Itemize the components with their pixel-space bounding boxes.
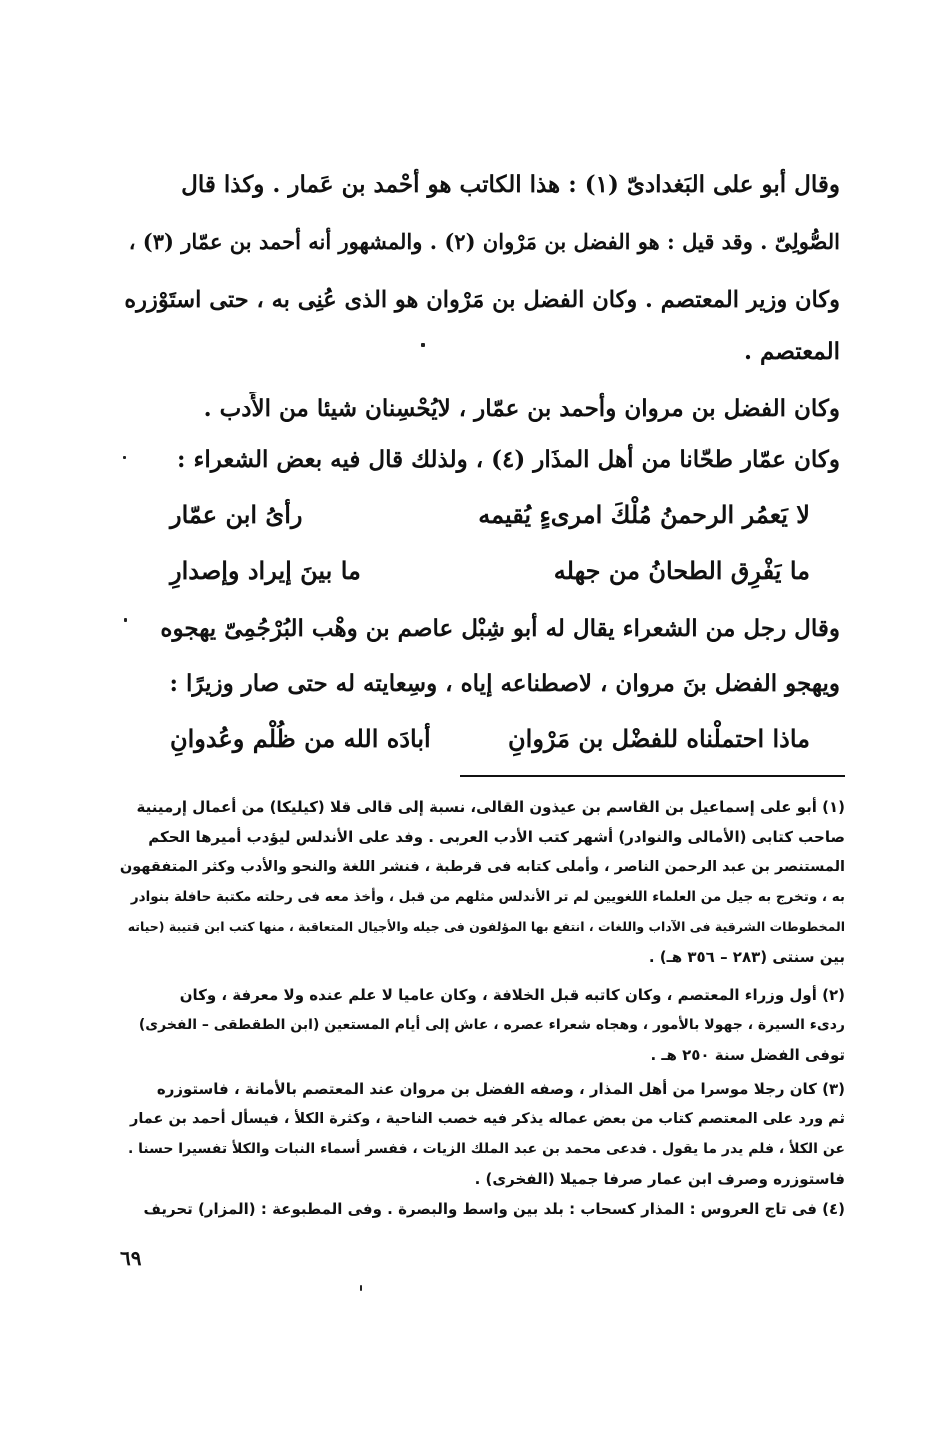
- verse-1-second-hemistich: رأىُ ابن عمّار: [170, 500, 303, 529]
- body-line-1: وقال أبو على البَغدادىّ (١) : هذا الكاتب هو أحْمد بن عَمار . وكذا قال: [181, 171, 840, 198]
- body-line-4: المعتصم .: [744, 338, 840, 365]
- footnote-4-line-1: (٤) فى تاج العروس : المذار كسحاب : بلد بين واسط والبصرة . وفى المطبوعة : (المزار) تحريف: [143, 1200, 845, 1218]
- verse-2: [170, 556, 810, 596]
- scan-speck: [123, 456, 126, 459]
- footnote-1-line-4: به ، وتخرج به جيل من العلماء اللغويين لم تر الأندلس مثلهم من قبل ، وأخذ معه فى رحلته مكتبة حافلة بنوادر: [130, 889, 845, 905]
- footnote-2-line-1: (٢) أول وزراء المعتصم ، وكان كاتبه قبل الخلافة ، وكان عاميا لا علم عنده ولا معرفة ، وكان: [179, 986, 845, 1004]
- footnote-2-line-2: ردىء السيرة ، جهولا بالأمور ، وهجاه شعراء عصره ، عاش إلى أيام المستعين (ابن الطقطقى – الفخرى): [138, 1017, 845, 1033]
- footnote-1-line-1: (١) أبو على إسماعيل بن القاسم بن عيذون القالى، نسبة إلى قالى قلا (كيليكا) من أعمال إرمينية: [136, 798, 845, 816]
- body-line-7: وقال رجل من الشعراء يقال له أبو شِبْل عاصم بن وهْب البُرْجُمِىّ يهجوه: [160, 615, 840, 642]
- verse-3-second-hemistich: أبادَه الله من ظُلْم وعُدوانِ: [170, 724, 431, 753]
- verse-1: [170, 500, 810, 540]
- footnote-3-line-1: (٣) كان رجلا موسرا من أهل المذار ، وصفه الفضل بن مروان عند المعتصم بالأمانة ، فاستوزره: [156, 1080, 845, 1098]
- body-line-3: وكان وزير المعتصم . وكان الفضل بن مَرْوان هو الذى عُنِى به ، حتى استَوْزره: [124, 287, 840, 313]
- body-line-8: ويهجو الفضل بنَ مروان ، لاصطناعه إياه ، وسِعايته له حتى صار وزيرًا :: [169, 670, 840, 697]
- footnote-1-line-6: بين سنتى (٢٨٣ – ٣٥٦ هـ) .: [648, 948, 845, 966]
- footnote-3-line-3: عن الكلأ ، فلم يدر ما يقول . فدعى محمد بن عبد الملك الزيات ، ففسر أسماء النبات والكلأ تفسيرا حسنا .: [127, 1141, 845, 1157]
- body-line-2: الصُّولِىّ . وقد قيل : هو الفضل بن مَرْوان (٢) . والمشهور أنه أحمد بن عمّار (٣) ،: [128, 229, 840, 254]
- verse-2-second-hemistich: ما بينَ إيراد وإصدارِ: [170, 556, 361, 585]
- footnote-1-line-5: المخطوطات الشرقية فى الآداب واللغات ، انتفع بها المؤلفون فى جيله والأجيال المتعاقبة ، منها كتب ابن قتيبة (حياته: [127, 919, 845, 934]
- body-line-6: وكان عمّار طحّانا من أهل المذَار (٤) ، ولذلك قال فيه بعض الشعراء :: [177, 446, 840, 473]
- scan-speck: [124, 618, 127, 622]
- footnote-separator: [460, 775, 845, 777]
- body-line-5: وكان الفضل بن مروان وأحمد بن عمّار ، لايُحْسِنان شيئا من الأَدب .: [203, 395, 840, 422]
- scan-speck: [421, 343, 425, 347]
- footnote-3-line-2: ثم ورد على المعتصم كتاب من بعض عماله يذكر فيه خصب الناحية ، وكثرة الكلأ ، فيسأل أحمد بن عمار: [130, 1111, 845, 1127]
- verse-1-first-hemistich: لا يَعمُر الرحمنُ مُلْكَ امرىءٍ يُقيمه: [478, 500, 810, 529]
- verse-2-first-hemistich: ما يَفْرِق الطحانُ من جهله: [553, 556, 810, 585]
- page-number: ٦٩: [120, 1246, 142, 1270]
- footnote-2-line-3: توفى الفضل سنة ٢٥٠ هـ .: [650, 1046, 845, 1064]
- scan-speck: [360, 1285, 362, 1291]
- verse-3-first-hemistich: ماذا احتملْناه للفضْل بن مَرْوانِ: [508, 724, 810, 753]
- verse-3: [170, 724, 810, 764]
- footnote-3-line-4: فاستوزره وصرف ابن عمار صرفا جميلا (الفخرى) .: [474, 1170, 845, 1188]
- footnote-1-line-3: المستنصر بن عبد الرحمن الناصر ، وأملى كتابه فى قرطبة ، فنشر اللغة والنحو والأدب وكثر المتفقهون: [120, 859, 845, 875]
- footnote-1-line-2: صاحب كتابى (الأمالى والنوادر) أشهر كتب الأدب العربى . وفد على الأندلس ليؤدب أميرها الحكم: [148, 828, 845, 846]
